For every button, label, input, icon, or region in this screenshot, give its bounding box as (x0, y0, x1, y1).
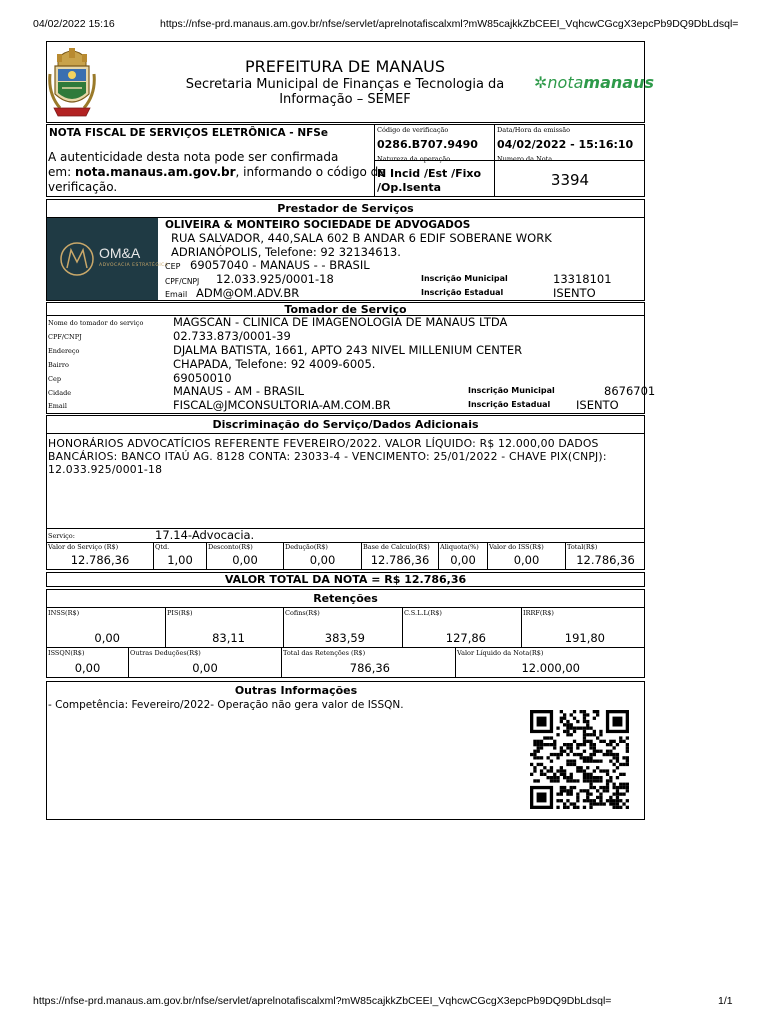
tomador-cep-label: Cep (48, 375, 61, 383)
tomador-email-label: Email (48, 402, 67, 410)
prestador-cep-label: CEP (165, 262, 181, 271)
total-retencoes-label: Total das Retenções (R$) (283, 649, 366, 657)
outras-deducoes-label: Outras Deduções(R$) (130, 649, 201, 657)
tomador-bairro: CHAPADA, Telefone: 92 4009-6005. (173, 357, 376, 371)
servico-label: Serviço: (48, 532, 75, 540)
auth-line3: verificação. (48, 180, 118, 194)
prestador-email: ADM@OM.ADV.BR (196, 286, 300, 300)
prestador-im: 13318101 (553, 272, 612, 286)
prestador-cpf-label: CPF/CNPJ (165, 277, 200, 286)
desconto-value: 0,00 (232, 553, 258, 567)
prestador-logo (47, 218, 169, 300)
logo-tagline: ADVOCACIA ESTRATÉGICA (99, 263, 169, 268)
irrf-label: IRRF(R$) (523, 609, 554, 617)
issqn-value: 0,00 (74, 661, 101, 675)
csll-value: 127,86 (445, 631, 486, 645)
tomador-ie-label: Inscrição Estadual (468, 400, 551, 409)
total-value: 12.786,36 (576, 553, 635, 567)
desconto-label: Desconto(R$) (208, 543, 253, 551)
notamanaus-logo (534, 73, 654, 92)
discriminacao-section-title: Discriminação do Serviço/Dados Adicionais (212, 418, 479, 431)
verification-site-link[interactable]: nota.manaus.am.gov.br (74, 165, 236, 179)
numero-value: 3394 (550, 171, 590, 189)
prestador-cep: 69057040 - MANAUS - - BRASIL (190, 258, 370, 272)
tomador-nome: MAGSCAN - CLINICA DE IMAGENOLOGIA DE MANAUS LTDA (173, 315, 508, 329)
qr-code-icon[interactable] (527, 709, 633, 809)
codigo-value: 0286.B707.9490 (377, 138, 478, 151)
valor-liquido-label: Valor Líquido da Nota(R$) (457, 649, 544, 657)
codigo-label: Código de verificação (377, 126, 449, 134)
prestador-ie-label: Inscrição Estadual (421, 288, 504, 297)
tomador-bairro-label: Bairro (48, 361, 69, 369)
cofins-value: 383,59 (324, 631, 365, 645)
tomador-cidade: MANAUS - AM - BRASIL (173, 384, 305, 398)
prestador-address-line1: RUA SALVADOR, 440,SALA 602 B ANDAR 6 EDIF SOBERANE WORK (171, 231, 552, 245)
total-nota: VALOR TOTAL DA NOTA = R$ 12.786,36 (224, 573, 467, 586)
qtd-label: Qtd. (155, 543, 170, 551)
numero-label: Numero da Nota (497, 155, 553, 163)
inss-value: 0,00 (94, 631, 120, 645)
tomador-cep: 69050010 (173, 371, 232, 385)
logo-brand: OM&A (99, 245, 141, 261)
auth-line1: A autenticidade desta nota pode ser confirmada (48, 150, 339, 164)
tomador-im: 8676701 (604, 384, 656, 398)
om-monogram-icon (59, 240, 95, 278)
discriminacao-line1: HONORÁRIOS ADVOCATÍCIOS REFERENTE FEVEREIRO/2022. VALOR LÍQUIDO: R$ 12.000,00 DADOS (48, 437, 599, 450)
coat-of-arms-icon (48, 44, 96, 120)
aliquota-value: 0,00 (450, 553, 476, 567)
prestador-email-label: Email (165, 290, 188, 299)
prestador-name: OLIVEIRA & MONTEIRO SOCIEDADE DE ADVOGADOS (165, 219, 471, 231)
tomador-im-label: Inscrição Municipal (468, 386, 555, 395)
valor-servico-value: 12.786,36 (70, 553, 130, 567)
valor-iss-value: 0,00 (513, 553, 540, 567)
valor-iss-label: Valor do ISS(R$) (489, 543, 544, 551)
servico-value: 17.14-Advocacia. (155, 528, 255, 542)
nfse-doc-title: NOTA FISCAL DE SERVIÇOS ELETRÔNICA - NFSe (49, 127, 328, 139)
irrf-value: 191,80 (564, 631, 605, 645)
print-footer-url: https://nfse-prd.manaus.am.gov.br/nfse/servlet/aprelnotafiscalxml?mW85cajkkZbCEEI_VqhcwCGcgX3epcPb9DQ9DbLdsql= (33, 995, 612, 1007)
outras-text: - Competência: Fevereiro/2022- Operação não gera valor de ISSQN. (48, 699, 404, 711)
total-retencoes-value: 786,36 (349, 661, 390, 675)
aliquota-label: Aliquota(%) (440, 543, 479, 551)
natureza-label: Natureza da operação (377, 155, 451, 163)
tomador-cpf-label: CPF/CNPJ (48, 333, 82, 341)
base-calculo-label: Base de Calculo(R$) (363, 543, 430, 551)
natureza-line1: N Incid /Est /Fixo (377, 167, 482, 180)
prestador-im-label: Inscrição Municipal (421, 274, 508, 283)
qtd-value: 1,00 (167, 553, 193, 567)
discriminacao-line2: BANCÁRIOS: BANCO ITAÚ AG. 8128 CONTA: 23033-4 - VENCIMENTO: 25/01/2022 - CHAVE PIX(CNPJ): (48, 450, 607, 463)
natureza-line2: /Op.Isenta (377, 181, 442, 194)
header-subtitle-line1: Secretaria Municipal de Finanças e Tecnologia da (185, 77, 505, 92)
total-label: Total(R$) (567, 543, 598, 551)
header-subtitle-line2: Informação – SEMEF (279, 92, 411, 107)
tomador-section-title: Tomador de Serviço (284, 303, 407, 316)
print-datetime: 04/02/2022 15:16 (33, 18, 115, 30)
tomador-ie: ISENTO (576, 398, 619, 412)
deducao-value: 0,00 (309, 553, 336, 567)
data-value: 04/02/2022 - 15:16:10 (497, 138, 634, 151)
inss-label: INSS(R$) (48, 609, 80, 617)
base-calculo-value: 12.786,36 (370, 553, 430, 567)
valor-liquido-value: 12.000,00 (521, 661, 580, 675)
tomador-endereco-label: Endereço (48, 347, 80, 355)
deducao-label: Dedução(R$) (285, 543, 328, 551)
tomador-cidade-label: Cidade (48, 389, 72, 397)
pis-label: PIS(R$) (167, 609, 193, 617)
header-title: PREFEITURA DE MANAUS (245, 57, 445, 76)
page-number: 1/1 (718, 995, 733, 1007)
data-label: Data/Hora da emissão (497, 126, 571, 134)
tomador-cpf: 02.733.873/0001-39 (173, 329, 291, 343)
issqn-label: ISSQN(R$) (48, 649, 85, 657)
pis-value: 83,11 (212, 631, 245, 645)
discriminacao-line3: 12.033.925/0001-18 (48, 463, 163, 476)
prestador-address-line2: ADRIANÓPOLIS, Telefone: 92 32134613. (171, 245, 401, 259)
csll-label: C.S.L.L(R$) (404, 609, 442, 617)
print-url: https://nfse-prd.manaus.am.gov.br/nfse/servlet/aprelnotafiscalxml?mW85cajkkZbCEEI_VqhcwCGcgX3epcPb9DQ9DbLdsql= (160, 18, 739, 30)
auth-line2: em: nota.manaus.am.gov.br, informando o código de (48, 165, 386, 179)
prestador-ie: ISENTO (553, 286, 596, 300)
prestador-cpf: 12.033.925/0001-18 (216, 272, 334, 286)
retencoes-section-title: Retenções (313, 592, 378, 605)
tomador-email: FISCAL@JMCONSULTORIA-AM.COM.BR (173, 398, 391, 412)
logo-suffix: manaus (583, 73, 654, 92)
logo-prefix: nota (547, 73, 584, 92)
prestador-section-title: Prestador de Serviços (277, 202, 414, 215)
cofins-label: Cofins(R$) (285, 609, 320, 617)
tomador-endereco: DJALMA BATISTA, 1661, APTO 243 NIVEL MILLENIUM CENTER (173, 343, 523, 357)
asterisk-icon: ✲ (534, 73, 548, 92)
tomador-nome-label: Nome do tomador do serviço (48, 319, 144, 327)
outras-section-title: Outras Informações (234, 684, 358, 697)
outras-deducoes-value: 0,00 (192, 661, 218, 675)
valor-servico-label: Valor do Serviço (R$) (48, 543, 119, 551)
